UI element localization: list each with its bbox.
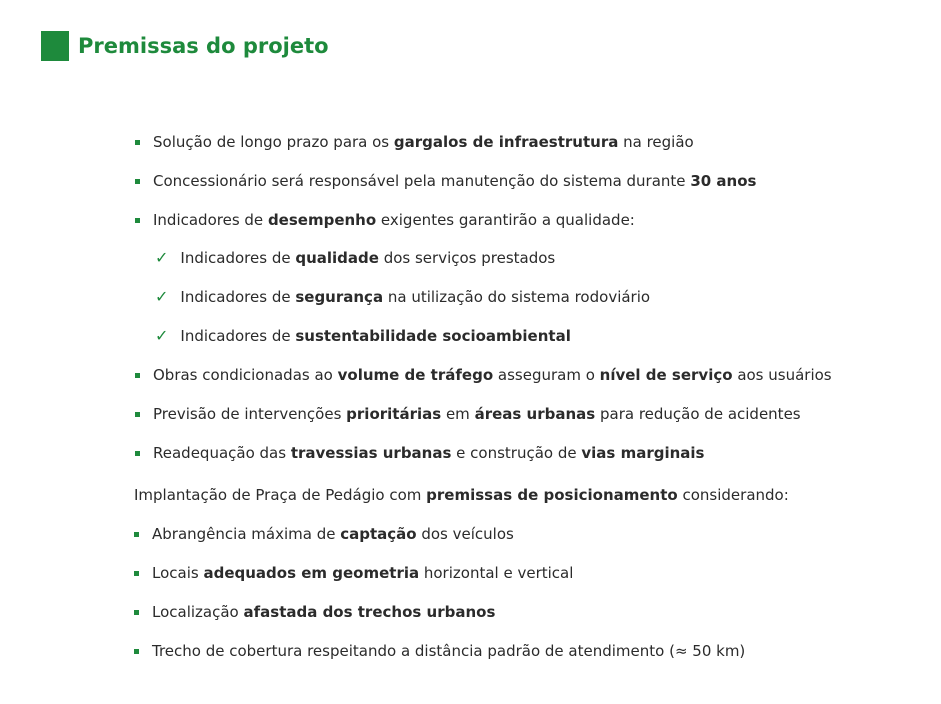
- text-segment: asseguram o: [493, 366, 600, 384]
- bold-text: desempenho: [267, 211, 377, 229]
- square-bullet-icon: [134, 571, 139, 576]
- bullet-text: [153, 171, 756, 191]
- check-icon: ✓: [155, 287, 169, 306]
- text-segment: Indicadores de: [153, 211, 268, 229]
- bullet-item: [135, 132, 694, 152]
- bold-text: volume de tráfego: [337, 366, 494, 384]
- bullet-item: [134, 563, 573, 583]
- bullet-text: [153, 443, 704, 463]
- bullet-text: [180, 248, 555, 268]
- text-segment: Indicadores de: [180, 249, 296, 267]
- text-segment: Abrangência máxima de: [152, 525, 341, 543]
- bullet-item: [135, 210, 635, 230]
- bullet-item: [135, 365, 832, 385]
- bullet-text: [152, 563, 573, 583]
- text-segment: dos veículos: [416, 525, 514, 543]
- square-bullet-icon: [134, 532, 139, 537]
- section-intro: [134, 485, 789, 505]
- slide-header: [41, 31, 329, 61]
- text-segment: para redução de acidentes: [595, 405, 801, 423]
- text-segment: Implantação de Praça de Pedágio com: [134, 486, 427, 504]
- bold-text: qualidade: [295, 249, 379, 267]
- bullet-item: [134, 641, 745, 661]
- text-segment: Indicadores de: [180, 327, 296, 345]
- check-icon: ✓: [155, 248, 169, 267]
- bold-text: sustentabilidade socioambiental: [295, 327, 571, 345]
- text-segment: em: [441, 405, 475, 423]
- text-segment: e construção de: [451, 444, 582, 462]
- text-segment: Previsão de intervenções: [153, 405, 347, 423]
- bold-text: áreas urbanas: [474, 405, 596, 423]
- text-segment: Obras condicionadas ao: [153, 366, 338, 384]
- bold-text: afastada dos trechos urbanos: [243, 603, 496, 621]
- text-segment: Concessionário será responsável pela manutenção do sistema durante: [153, 172, 691, 190]
- bullet-text: [153, 365, 832, 385]
- square-bullet-icon: [134, 649, 139, 654]
- title-square-icon: [41, 31, 69, 61]
- sub-bullet-item: [155, 287, 650, 307]
- bold-text: travessias urbanas: [290, 444, 452, 462]
- bullet-text: [152, 524, 514, 544]
- bullet-item: [134, 602, 495, 622]
- text-segment: Trecho de cobertura respeitando a distância padrão de atendimento (≈ 50 km): [152, 642, 746, 660]
- text-segment: aos usuários: [732, 366, 832, 384]
- bullet-text: [153, 210, 635, 230]
- square-bullet-icon: [135, 451, 140, 456]
- bullet-text: [180, 287, 650, 307]
- bold-text: adequados em geometria: [203, 564, 420, 582]
- bullet-text: [153, 132, 694, 152]
- text-segment: horizontal e vertical: [419, 564, 574, 582]
- bullet-text: [152, 641, 745, 661]
- bullet-item: [135, 404, 801, 424]
- text-segment: Readequação das: [153, 444, 291, 462]
- bold-text: prioritárias: [346, 405, 442, 423]
- square-bullet-icon: [135, 412, 140, 417]
- bold-text: vias marginais: [581, 444, 705, 462]
- square-bullet-icon: [134, 610, 139, 615]
- square-bullet-icon: [135, 179, 140, 184]
- bold-text: nível de serviço: [599, 366, 733, 384]
- text-segment: Localização: [152, 603, 244, 621]
- square-bullet-icon: [135, 218, 140, 223]
- text-segment: dos serviços prestados: [378, 249, 556, 267]
- page-title: Premissas do projeto: [78, 34, 329, 58]
- bullet-item: [135, 443, 704, 463]
- bullet-item: [135, 171, 756, 191]
- text-segment: na utilização do sistema rodoviário: [383, 288, 651, 306]
- bold-text: segurança: [295, 288, 384, 306]
- text-segment: considerando:: [677, 486, 789, 504]
- text-segment: Indicadores de: [180, 288, 296, 306]
- text-segment: Locais: [152, 564, 204, 582]
- text-segment: na região: [618, 133, 694, 151]
- check-icon: ✓: [155, 326, 169, 345]
- bullet-text: [153, 404, 801, 424]
- sub-bullet-item: [155, 248, 555, 268]
- text-segment: exigentes garantirão a qualidade:: [376, 211, 635, 229]
- bullet-text: [180, 326, 570, 346]
- square-bullet-icon: [135, 140, 140, 145]
- text-segment: Solução de longo prazo para os: [153, 133, 394, 151]
- square-bullet-icon: [135, 373, 140, 378]
- bullet-item: [134, 524, 514, 544]
- sub-bullet-item: [155, 326, 571, 346]
- bullet-text: [134, 485, 789, 505]
- bold-text: 30 anos: [690, 172, 757, 190]
- bold-text: captação: [340, 525, 417, 543]
- bold-text: premissas de posicionamento: [426, 486, 678, 504]
- bullet-text: [152, 602, 495, 622]
- bold-text: gargalos de infraestrutura: [393, 133, 619, 151]
